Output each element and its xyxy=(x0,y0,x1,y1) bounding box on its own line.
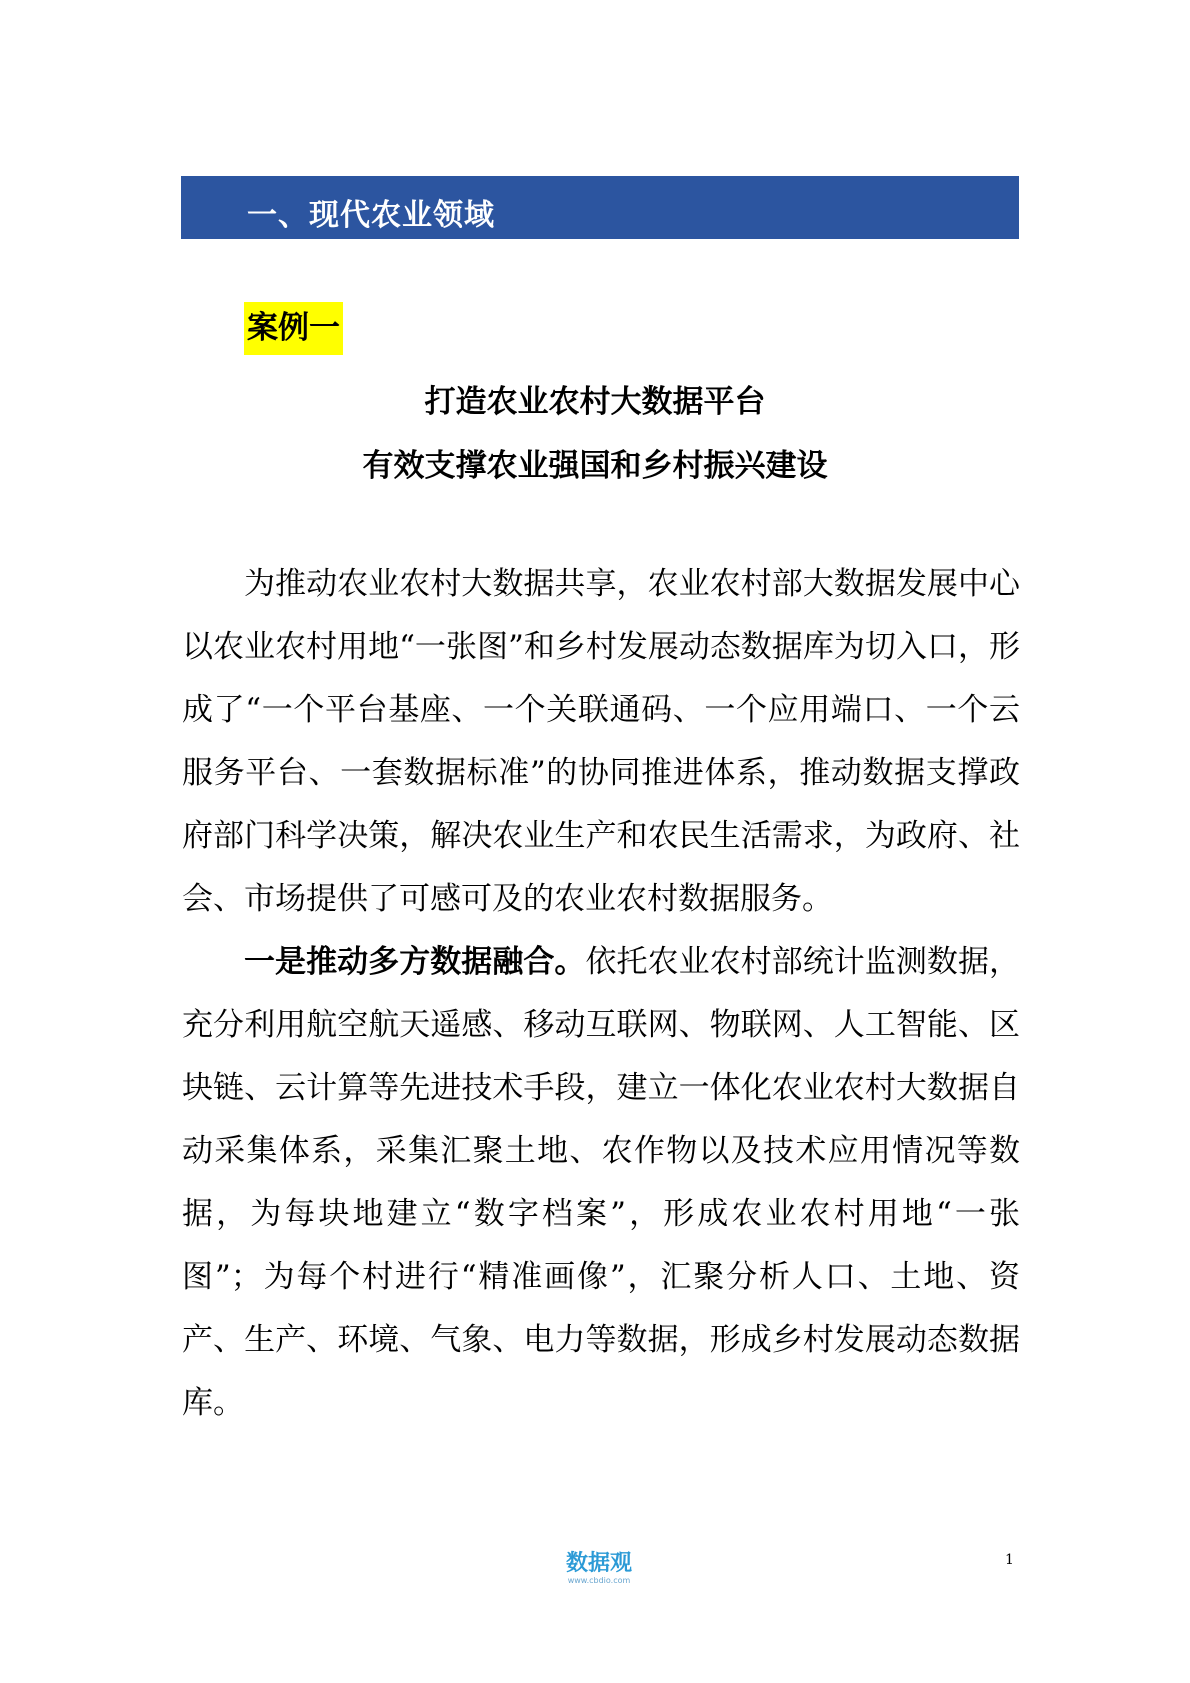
paragraph-text: 为推动农业农村大数据共享，农业农村部大数据发展中心以农业农村用地“一张图”和乡村发展动态数据库为切入口，形成了“一个平台基座、一个关联通码、一个应用端口、一个云服务平台、一套数据标准”的协同推进体系，推动数据支撑政府部门科学决策，解决农业生产和农民生活需求，为政府、社会、市场提供了可感可及的农业农村数据服务。 xyxy=(182,566,1020,917)
logo-text: 数据观 xyxy=(565,1551,632,1576)
logo-url: www.cbdio.com xyxy=(567,1576,631,1585)
page-number: 1 xyxy=(1005,1552,1014,1568)
paragraph-intro xyxy=(182,553,1020,931)
article-title-line-1: 打造农业农村大数据平台 xyxy=(424,384,766,420)
case-label: 案例一 xyxy=(244,302,343,355)
paragraph-text: 依托农业农村部统计监测数据，充分利用航空航天遥感、移动互联网、物联网、人工智能、区块链、云计算等先进技术手段，建立一体化农业农村大数据自动采集体系，采集汇聚土地、农作物以及技术应用情况等数据，为每块地建立“数字档案”，形成农业农村用地“一张图”；为每个村进行“精准画像”，汇聚分析人口、土地、资产、生产、环境、气象、电力等数据，形成乡村发展动态数据库。 xyxy=(182,944,1021,1421)
cbdio-logo xyxy=(563,1552,635,1590)
article-title-line-2: 有效支撑农业强国和乡村振兴建设 xyxy=(362,448,828,484)
article-body xyxy=(182,553,1020,1435)
paragraph-lead: 一是推动多方数据融合。 xyxy=(244,944,586,980)
paragraph-data-fusion xyxy=(182,931,1020,1435)
section-header-band xyxy=(181,176,1019,239)
section-title: 一、现代农业领域 xyxy=(247,198,495,233)
